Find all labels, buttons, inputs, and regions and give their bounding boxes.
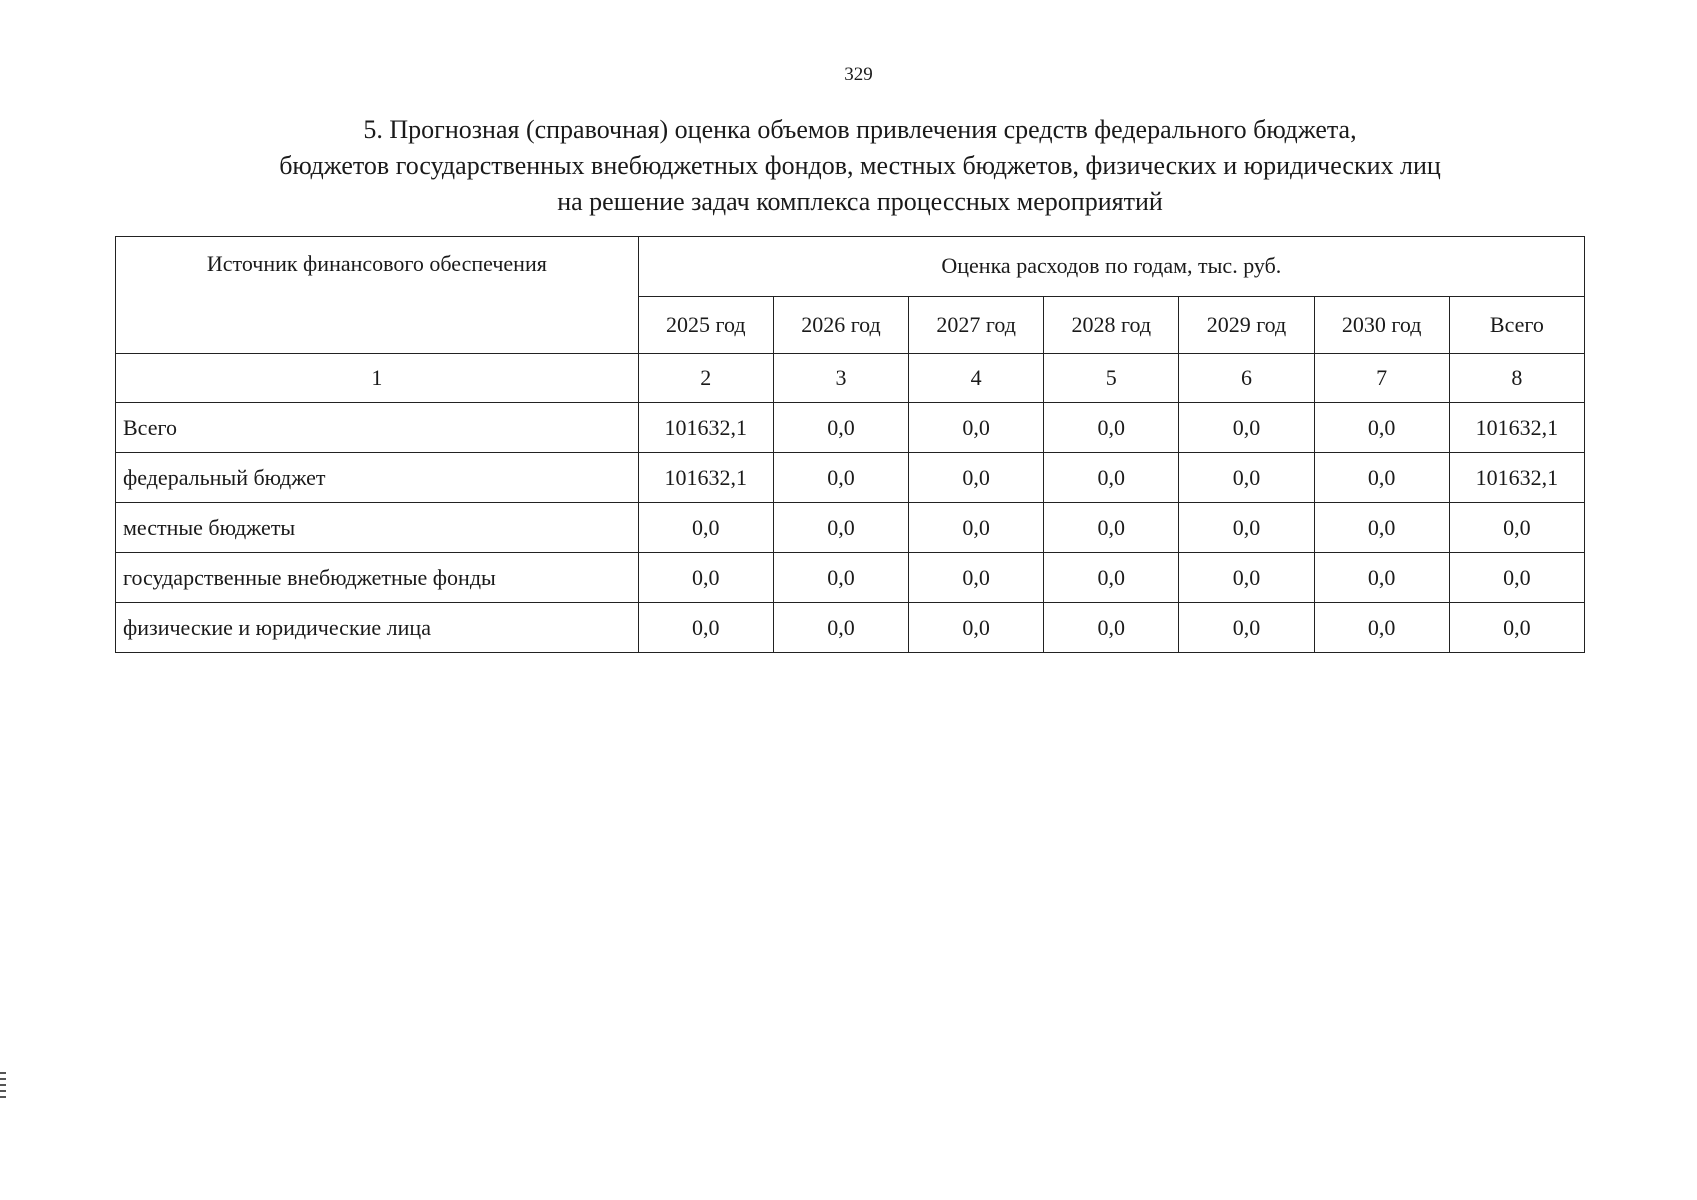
value-cell: 0,0 — [773, 453, 908, 503]
column-number: 1 — [116, 354, 639, 403]
row-source: местные бюджеты — [116, 503, 639, 553]
year-header-2027: 2027 год — [909, 296, 1044, 353]
value-cell: 0,0 — [1179, 553, 1314, 603]
value-cell: 101632,1 — [638, 403, 773, 453]
year-header-total: Всего — [1449, 296, 1584, 353]
value-cell: 0,0 — [909, 553, 1044, 603]
column-number: 2 — [638, 354, 773, 403]
value-cell: 0,0 — [1044, 553, 1179, 603]
value-cell: 0,0 — [1179, 603, 1314, 653]
row-source: физические и юридические лица — [116, 603, 639, 653]
value-cell: 0,0 — [638, 603, 773, 653]
column-number: 4 — [909, 354, 1044, 403]
table-row — [116, 403, 1585, 453]
value-cell: 0,0 — [1179, 503, 1314, 553]
value-cell: 0,0 — [1314, 453, 1449, 503]
column-number: 5 — [1044, 354, 1179, 403]
value-cell: 0,0 — [1449, 603, 1584, 653]
expenses-by-year-header: Оценка расходов по годам, тыс. руб. — [638, 237, 1584, 297]
scan-edge-mark — [0, 1072, 6, 1100]
year-header-2029: 2029 год — [1179, 296, 1314, 353]
value-cell: 0,0 — [638, 553, 773, 603]
value-cell: 0,0 — [1314, 403, 1449, 453]
year-header-2026: 2026 год — [773, 296, 908, 353]
column-number: 3 — [773, 354, 908, 403]
value-cell: 101632,1 — [1449, 453, 1584, 503]
value-cell: 0,0 — [1044, 453, 1179, 503]
table-row — [116, 503, 1585, 553]
column-number: 8 — [1449, 354, 1584, 403]
table-row — [116, 553, 1585, 603]
value-cell: 0,0 — [1449, 503, 1584, 553]
value-cell: 0,0 — [1044, 403, 1179, 453]
value-cell: 0,0 — [773, 553, 908, 603]
table-row — [116, 453, 1585, 503]
value-cell: 0,0 — [773, 503, 908, 553]
column-number: 7 — [1314, 354, 1449, 403]
page-number: 329 — [844, 64, 873, 85]
year-header-2028: 2028 год — [1044, 296, 1179, 353]
value-cell: 0,0 — [773, 403, 908, 453]
column-number-row — [116, 354, 1585, 403]
row-source: Всего — [116, 403, 639, 453]
value-cell: 0,0 — [638, 503, 773, 553]
value-cell: 0,0 — [909, 453, 1044, 503]
value-cell: 0,0 — [909, 503, 1044, 553]
value-cell: 0,0 — [1044, 503, 1179, 553]
value-cell: 101632,1 — [1449, 403, 1584, 453]
title-line-3: на решение задач комплекса процессных мероприятий — [557, 187, 1163, 216]
year-header-2025: 2025 год — [638, 296, 773, 353]
financing-table — [115, 236, 1585, 653]
row-source: государственные внебюджетные фонды — [116, 553, 639, 603]
value-cell: 0,0 — [1314, 553, 1449, 603]
year-header-2030: 2030 год — [1314, 296, 1449, 353]
value-cell: 0,0 — [1449, 553, 1584, 603]
value-cell: 0,0 — [1044, 603, 1179, 653]
value-cell: 0,0 — [909, 603, 1044, 653]
row-source: федеральный бюджет — [116, 453, 639, 503]
value-cell: 101632,1 — [638, 453, 773, 503]
source-column-header: Источник финансового обеспечения — [116, 237, 639, 354]
title-line-1: 5. Прогнозная (справочная) оценка объемов привлечения средств федерального бюджета, — [363, 115, 1357, 144]
column-number: 6 — [1179, 354, 1314, 403]
value-cell: 0,0 — [909, 403, 1044, 453]
value-cell: 0,0 — [1179, 453, 1314, 503]
table-row — [116, 603, 1585, 653]
value-cell: 0,0 — [1179, 403, 1314, 453]
value-cell: 0,0 — [773, 603, 908, 653]
value-cell: 0,0 — [1314, 603, 1449, 653]
document-title — [120, 112, 1600, 220]
title-line-2: бюджетов государственных внебюджетных фондов, местных бюджетов, физических и юридических лиц — [279, 151, 1441, 180]
value-cell: 0,0 — [1314, 503, 1449, 553]
